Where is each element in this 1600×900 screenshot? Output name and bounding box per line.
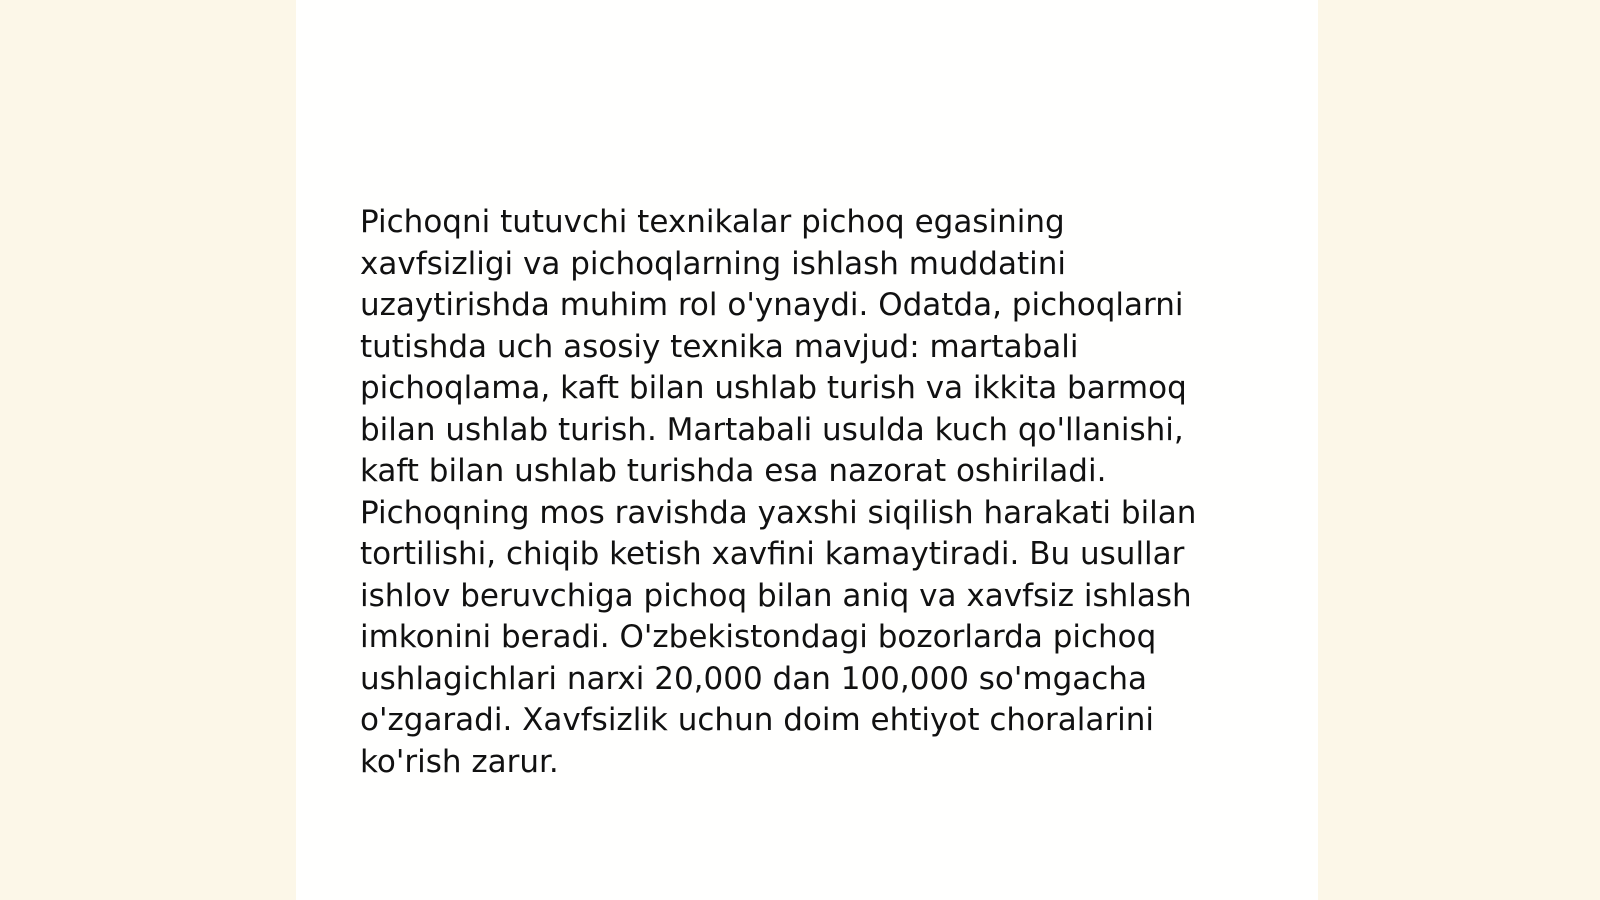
document-page [296, 0, 1318, 900]
body-paragraph: Pichoqni tutuvchi texnikalar pichoq egasining xavfsizligi va pichoqlarning ishlash muddatini uzaytirishda muhim rol o'ynaydi. Odatda, pichoqlarni tutishda uch asosiy texnika mavjud: martabali pichoqlama, kaft bilan ushlab turish va ikkita barmoq bilan ushlab turish. Martabali usulda kuch qo'llanishi, kaft bilan ushlab turishda esa nazorat oshiriladi. Pichoqning mos ravishda yaxshi siqilish harakati bilan tortilishi, chiqib ketish xavfini kamaytiradi. Bu usullar ishlov beruvchiga pichoq bilan aniq va xavfsiz ishlash imkonini beradi. O'zbekistondagi bozorlarda pichoq ushlagichlari narxi 20,000 dan 100,000 so'mgacha o'zgaradi. Xavfsizlik uchun doim ehtiyot choralarini ko'rish zarur. [360, 204, 1197, 780]
